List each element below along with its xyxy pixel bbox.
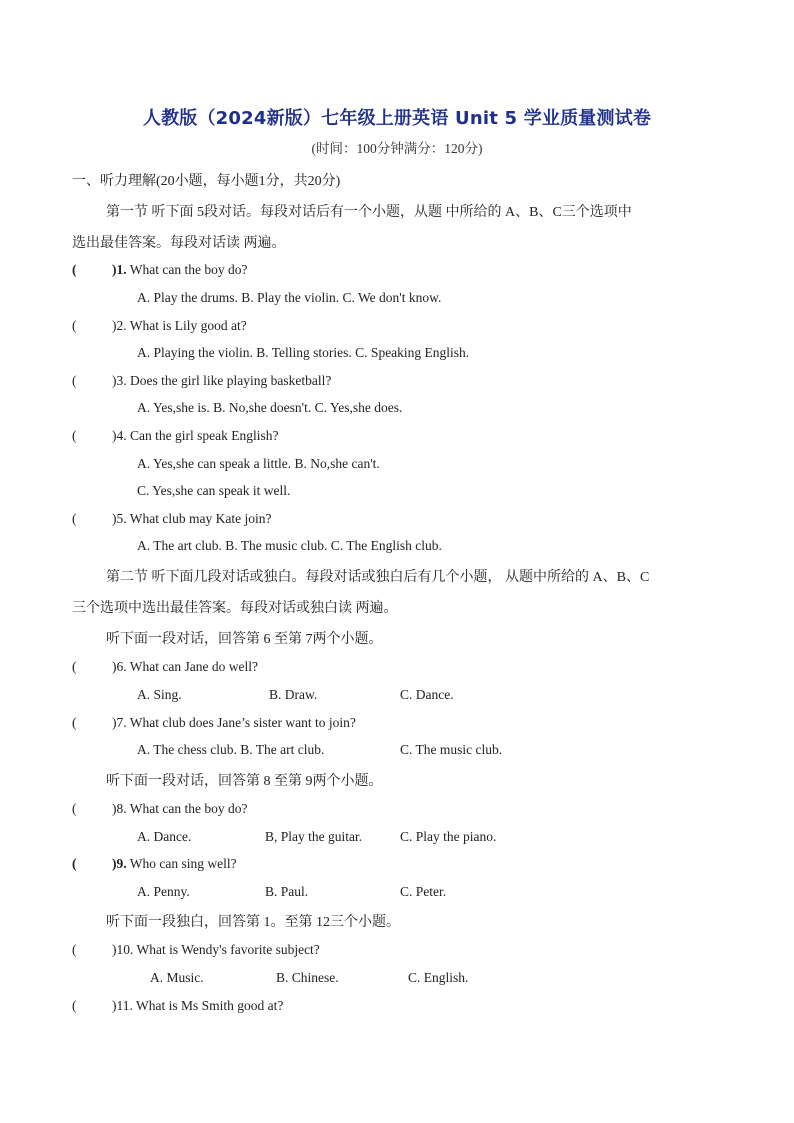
question-number: )10.	[112, 942, 134, 957]
question-7	[72, 715, 356, 731]
exam-time-score: (时间：100分钟满分：120分)	[311, 141, 483, 156]
question-8-option-c: C. Play the piano.	[400, 829, 497, 844]
question-7-option-ab: A. The chess club. B. The art club.	[137, 742, 325, 757]
question-4-options: A. Yes,she can speak a little. B. No,she can't.	[137, 456, 380, 471]
answer-blank[interactable]: (	[72, 942, 77, 957]
section-heading-listening: 一、听力理解(20小题，每小题1分，共20分)	[72, 174, 341, 189]
section2-instruction-line2: 三个选项中选出最佳答案。每段对话或独白读 两遍。	[72, 601, 398, 616]
question-11	[72, 998, 283, 1014]
question-8-option-a: A. Dance.	[137, 829, 192, 844]
question-number: )9.	[112, 856, 127, 871]
question-4	[72, 428, 278, 444]
answer-blank[interactable]: (	[72, 318, 77, 333]
instruction-q6-q7: 听下面一段对话，回答第 6 至第 7两个小题。	[106, 632, 383, 647]
question-text: Does the girl like playing basketball?	[126, 373, 332, 388]
question-6-option-b: B. Draw.	[269, 687, 318, 702]
section1-instruction-line2: 选出最佳答案。每段对话读 两遍。	[72, 236, 286, 251]
question-6	[72, 659, 258, 675]
question-text: Who can sing well?	[126, 856, 237, 871]
answer-blank[interactable]: (	[72, 998, 77, 1013]
answer-blank[interactable]: (	[72, 511, 77, 526]
question-9-option-c: C. Peter.	[400, 884, 447, 899]
question-number: )4.	[112, 428, 127, 443]
instruction-q10-q12: 听下面一段独白，回答第 1。至第 12三个小题。	[106, 915, 400, 930]
question-text: What can Jane do well?	[126, 659, 258, 674]
answer-blank[interactable]: (	[72, 715, 77, 730]
question-1	[72, 262, 247, 278]
answer-blank[interactable]: (	[72, 373, 77, 388]
section1-instruction-line1: 第一节 听下面 5段对话。每段对话后有一个小题，从题 中所给的 A、B、C三个选项中	[106, 205, 632, 220]
answer-blank[interactable]: (	[72, 801, 77, 816]
question-10	[72, 942, 320, 958]
question-9-option-a: A. Penny.	[137, 884, 190, 899]
question-10-option-c: C. English.	[408, 970, 469, 985]
question-text: What is Ms Smith good at?	[132, 998, 284, 1013]
question-5-options: A. The art club. B. The music club. C. The English club.	[137, 538, 442, 553]
question-1-options: A. Play the drums. B. Play the violin. C. We don't know.	[137, 290, 442, 305]
question-3	[72, 373, 331, 389]
question-number: )2.	[112, 318, 127, 333]
question-10-option-a: A. Music.	[150, 970, 204, 985]
answer-blank[interactable]: (	[72, 428, 77, 443]
question-8	[72, 801, 247, 817]
question-6-option-a: A. Sing.	[137, 687, 182, 702]
question-9	[72, 856, 237, 872]
question-6-option-c: C. Dance.	[400, 687, 454, 702]
question-10-option-b: B. Chinese.	[276, 970, 339, 985]
question-number: )1.	[112, 262, 127, 277]
instruction-q8-q9: 听下面一段对话，回答第 8 至第 9两个小题。	[106, 774, 383, 789]
question-number: )7.	[112, 715, 127, 730]
question-text: What can the boy do?	[126, 801, 248, 816]
question-9-option-b: B. Paul.	[265, 884, 309, 899]
question-2-options: A. Playing the violin. B. Telling stories. C. Speaking English.	[137, 345, 470, 360]
question-text: What can the boy do?	[126, 262, 248, 277]
question-8-option-b: B, Play the guitar.	[265, 829, 363, 844]
question-text: What club does Jane’s sister want to join?	[126, 715, 356, 730]
question-text: Can the girl speak English?	[126, 428, 279, 443]
answer-blank[interactable]: (	[72, 856, 77, 871]
section2-instruction-line1: 第二节 听下面几段对话或独白。每段对话或独白后有几个小题， 从题中所给的 A、B、C	[106, 570, 650, 585]
answer-blank[interactable]: (	[72, 262, 77, 277]
question-text: What club may Kate join?	[126, 511, 272, 526]
question-text: What is Lily good at?	[126, 318, 247, 333]
question-5	[72, 511, 271, 527]
question-7-option-c: C. The music club.	[400, 742, 503, 757]
question-text: What is Wendy's favorite subject?	[133, 942, 320, 957]
question-number: )3.	[112, 373, 127, 388]
question-number: )11.	[112, 998, 133, 1013]
question-3-options: A. Yes,she is. B. No,she doesn't. C. Yes,she does.	[137, 400, 403, 415]
question-number: )6.	[112, 659, 127, 674]
question-2	[72, 318, 247, 334]
question-number: )8.	[112, 801, 127, 816]
answer-blank[interactable]: (	[72, 659, 77, 674]
question-4-option-c: C. Yes,she can speak it well.	[137, 483, 291, 498]
question-number: )5.	[112, 511, 127, 526]
page-title: 人教版（2024新版）七年级上册英语 Unit 5 学业质量测试卷	[142, 108, 652, 129]
